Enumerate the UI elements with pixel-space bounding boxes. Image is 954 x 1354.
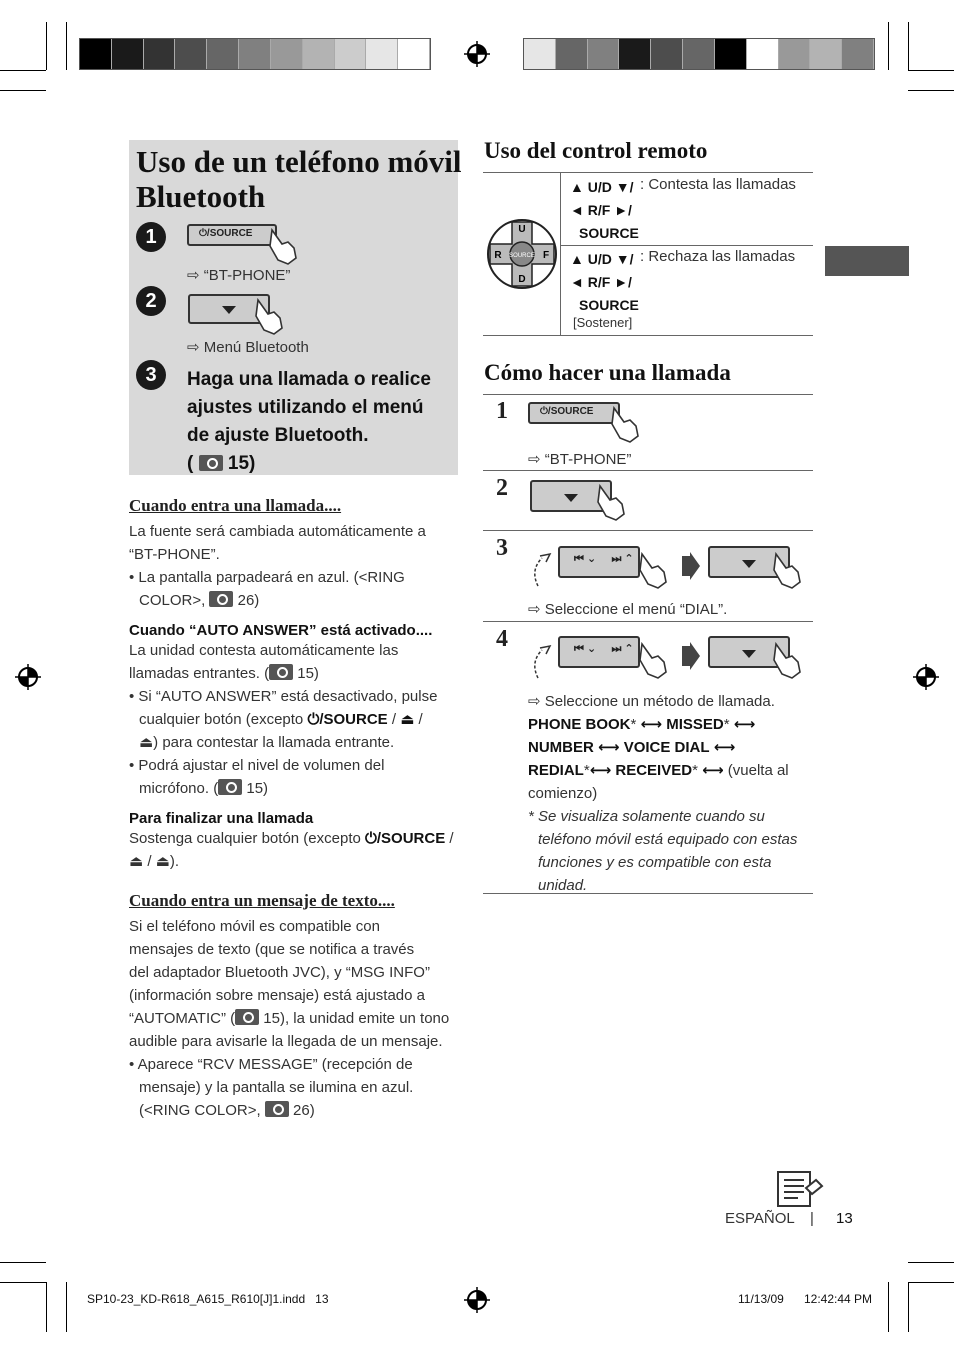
color-swatch: [556, 39, 588, 69]
pressing-hand-icon: [608, 404, 642, 444]
step-number: 1: [136, 222, 166, 252]
call-method-list: ⇨ Seleccione un método de llamada. PHONE BOOK* ⟷ MISSED* ⟷ NUMBER ⟷ VOICE DIAL ⟷ REDIAL*⟷ RECEIVED* ⟷ (vuelta al comienzo) * Se visualiza solamente cuando su teléfono móvil está equipado con estas funciones y es compatible con esta unidad.: [528, 693, 798, 894]
crop-mark: [0, 90, 46, 91]
crop-mark: [888, 1282, 889, 1332]
divider: [483, 621, 813, 622]
color-swatch: [651, 39, 683, 69]
skip-buttons[interactable]: ⏮ ⌄ ⏭ ⌃: [558, 636, 640, 668]
registration-mark-icon: [464, 1287, 490, 1313]
crop-mark: [888, 22, 889, 70]
color-calibration-bar-left: [79, 38, 431, 70]
divider: [560, 172, 561, 335]
registration-mark-icon: [913, 664, 939, 690]
print-file-info: SP10-23_KD-R618_A615_R610[J]1.indd 13: [87, 1292, 329, 1306]
color-swatch: [175, 39, 207, 69]
footer-language: ESPAÑOL: [725, 1210, 795, 1227]
crop-mark: [46, 22, 47, 70]
color-swatch: [810, 39, 842, 69]
color-swatch: [112, 39, 144, 69]
remote-row-reject: ▲ U/D ▼/ ◄ R/F ►/ SOURCE: [570, 251, 639, 313]
reference-magnifier-icon: [199, 455, 223, 471]
divider: [483, 470, 813, 471]
step-number: 4: [496, 626, 508, 652]
crop-mark: [0, 70, 46, 71]
pressing-hand-icon: [252, 296, 286, 336]
pressing-hand-icon: [594, 482, 628, 522]
section-heading: Cuando “AUTO ANSWER” está activado....: [129, 622, 433, 639]
crop-mark: [908, 22, 909, 70]
section-heading: Para finalizar una llamada: [129, 810, 314, 827]
step-result: ⇨ “BT-PHONE”: [528, 451, 632, 468]
section-tab: [825, 246, 909, 276]
step-number: 1: [496, 398, 508, 424]
divider: [483, 335, 813, 336]
color-swatch: [779, 39, 811, 69]
reference-magnifier-icon: [269, 664, 293, 680]
divider: [483, 530, 813, 531]
remote-label-d: D: [518, 274, 526, 285]
remote-row-answer: ▲ U/D ▼/ ◄ R/F ►/ SOURCE: [570, 179, 639, 241]
section-heading: Cómo hacer una llamada: [484, 360, 731, 385]
crop-mark: [908, 90, 954, 91]
registration-mark-icon: [464, 41, 490, 67]
footer-separator: |: [810, 1210, 814, 1227]
color-swatch: [842, 39, 874, 69]
color-swatch: [144, 39, 176, 69]
remote-label-source: SOURCE: [509, 253, 535, 259]
step-number: 3: [496, 535, 508, 561]
step-result: ⇨ Seleccione el menú “DIAL”.: [528, 601, 728, 618]
step-result: ⇨ Menú Bluetooth: [187, 339, 309, 356]
color-swatch: [524, 39, 556, 69]
next-arrow-icon: [680, 642, 700, 670]
remote-row-desc: : Rechaza las llamadas: [640, 248, 796, 265]
remote-row-desc: : Contesta las llamadas: [640, 176, 796, 193]
registration-mark-icon: [15, 664, 41, 690]
color-calibration-bar-right: [523, 38, 875, 70]
skip-buttons[interactable]: ⏮ ⌄ ⏭ ⌃: [558, 546, 640, 578]
color-swatch: [239, 39, 271, 69]
color-swatch: [80, 39, 112, 69]
remote-label-f: F: [542, 250, 550, 261]
step-number: 2: [136, 286, 166, 316]
color-swatch: [207, 39, 239, 69]
color-swatch: [398, 39, 430, 69]
crop-mark: [908, 1262, 954, 1263]
crop-mark: [0, 1282, 46, 1283]
crop-mark: [908, 1282, 909, 1332]
color-swatch: [335, 39, 367, 69]
page-number: 13: [836, 1210, 853, 1227]
step3-instruction: Haga una llamada o realice ajustes utilizando el menú de ajuste Bluetooth. ( 15): [187, 369, 431, 474]
pressing-hand-icon: [636, 640, 670, 680]
color-swatch: [303, 39, 335, 69]
remote-control-icon: [486, 218, 558, 290]
reference-magnifier-icon: [265, 1101, 289, 1117]
crop-mark: [0, 1262, 46, 1263]
section-heading: Cuando entra una llamada....: [129, 496, 342, 515]
pressing-hand-icon: [770, 550, 804, 590]
crop-mark: [46, 1282, 47, 1332]
print-time: 12:42:44 PM: [804, 1292, 873, 1306]
pressing-hand-icon: [770, 640, 804, 680]
crop-mark: [908, 1282, 954, 1283]
section-heading: Uso del control remoto: [484, 138, 708, 163]
pressing-hand-icon: [266, 226, 300, 266]
color-swatch: [619, 39, 651, 69]
reference-magnifier-icon: [218, 779, 242, 795]
crop-mark: [66, 1282, 67, 1332]
color-swatch: [715, 39, 747, 69]
source-button[interactable]: ⏻/SOURCE: [187, 224, 277, 246]
color-swatch: [588, 39, 620, 69]
document-note-icon: [776, 1170, 824, 1208]
divider: [483, 172, 813, 173]
remote-row-note: [Sostener]: [573, 315, 633, 330]
remote-label-u: U: [518, 224, 526, 235]
divider: [483, 394, 813, 395]
color-swatch: [683, 39, 715, 69]
step-result: ⇨ “BT-PHONE”: [187, 267, 291, 284]
step-number: 3: [136, 360, 166, 390]
crop-mark: [908, 70, 954, 71]
reference-magnifier-icon: [209, 591, 233, 607]
crop-mark: [66, 22, 67, 70]
left-body: Cuando entra una llamada.... La fuente será cambiada automáticamente a “BT-PHONE”. • La pantalla parpadeará en azul. (<RING COLOR>, 26) Cuando “AUTO ANSWER” está activado.... La unidad contesta automáticamente las llamadas entrantes. ( 15) • Si “AUTO ANSWER” está desactivado, pulse cualquier botón (excepto ⏻/SOURCE / ⏏ / ⏏) para contestar la llamada entrante. • Podrá ajustar el nivel de volumen del micrófono. ( 15) Para finalizar una llamada Sostenga cualquier botón (excepto ⏻/SOURCE / ⏏ / ⏏). Cuando entra un mensaje de texto.... Si el teléfono móvil es compatible con mensajes de texto (que se notifica a través del adaptador Bluetooth JVC), y “MSG INFO” (información sobre mensaje) está ajustado a “AUTOMATIC” ( 15), la unidad emite un tono audible para avisarle la llegada de un mensaje. • Aparece “RCV MESSAGE” (recepción de mensaje) y la pantalla se ilumina en azul. (<RING COLOR>, 26): [129, 496, 459, 1122]
step-number: 2: [496, 475, 508, 501]
color-swatch: [747, 39, 779, 69]
reference-magnifier-icon: [235, 1009, 259, 1025]
next-arrow-icon: [680, 552, 700, 580]
pressing-hand-icon: [636, 550, 670, 590]
color-swatch: [271, 39, 303, 69]
divider: [560, 245, 813, 246]
page-title: Uso de un teléfono móvil Bluetooth: [136, 144, 462, 214]
color-swatch: [366, 39, 398, 69]
print-date: 11/13/09: [738, 1292, 784, 1306]
section-heading: Cuando entra un mensaje de texto....: [129, 891, 395, 910]
source-button[interactable]: ⏻/SOURCE: [528, 402, 620, 424]
remote-label-r: R: [494, 250, 502, 261]
